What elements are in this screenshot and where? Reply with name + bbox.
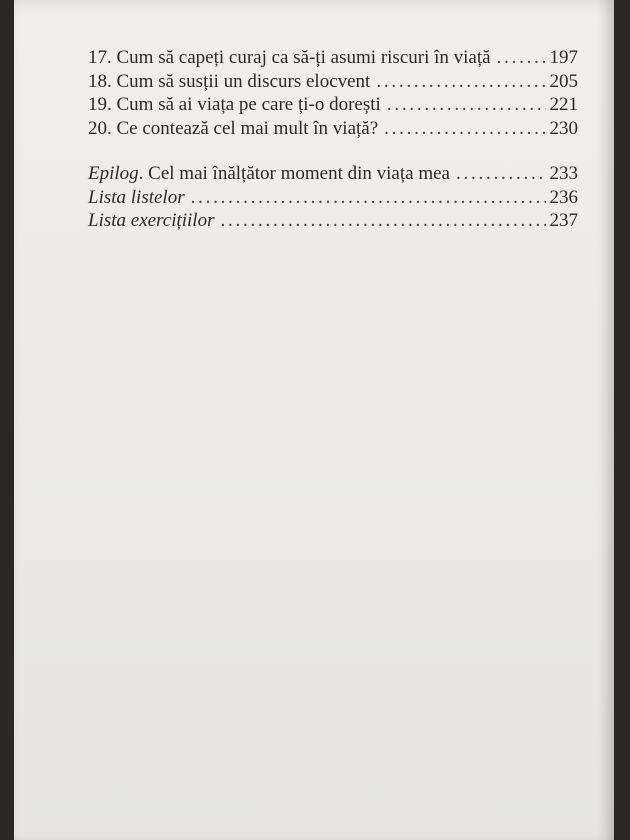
toc-entry-chapter-18	[88, 72, 578, 96]
toc-entry-page: 205	[549, 70, 578, 92]
toc-entry-page: 233	[549, 163, 578, 184]
toc-entry-page: 221	[549, 94, 578, 115]
toc-entry-number: 20.	[88, 117, 112, 139]
toc-entry-text: Lista exercițiilor	[88, 210, 215, 231]
toc-entry-number: 19.	[88, 94, 112, 115]
toc-entry-text: Cum să ai viața pe care ți-o dorești	[116, 94, 381, 115]
toc-entry-title	[88, 95, 387, 114]
toc-entry-page: 197	[549, 47, 578, 68]
toc-entry-title	[88, 48, 497, 67]
toc-entry-chapter-20	[88, 119, 578, 143]
toc-entry-title	[88, 164, 456, 183]
toc-leader-dots	[387, 95, 546, 114]
toc-entry-chapter-19	[88, 95, 578, 119]
toc-entry-text: Cum să susții un discurs elocvent	[116, 70, 371, 92]
toc-entry-list-of-lists	[88, 188, 578, 212]
toc-leader-dots	[191, 188, 546, 207]
table-of-contents	[88, 48, 578, 235]
toc-leader-dots	[497, 48, 546, 67]
page-edge-shadow	[596, 0, 614, 840]
toc-leader-dots	[220, 211, 545, 230]
toc-entry-chapter-17	[88, 48, 578, 72]
toc-entry-list-of-exercises	[88, 211, 578, 235]
toc-entry-number: 17.	[88, 47, 112, 68]
toc-epilog-label: Epilog	[88, 163, 139, 184]
toc-entry-page: 236	[549, 186, 578, 208]
toc-leader-dots	[456, 164, 546, 183]
toc-entry-epilog	[88, 164, 578, 188]
toc-section-gap	[88, 142, 578, 164]
toc-entry-title	[88, 119, 384, 138]
toc-entry-text: Ce contează cel mai mult în viață?	[116, 117, 379, 139]
toc-entry-text: Lista listelor	[88, 186, 185, 208]
toc-entry-number: 18.	[88, 70, 112, 92]
toc-entry-text: Cum să capeți curaj ca să-ți asumi riscuri în viață	[116, 47, 491, 68]
toc-leader-dots	[376, 72, 545, 91]
toc-entry-text: . Cel mai înălțător moment din viața mea	[138, 163, 450, 184]
toc-entry-title	[88, 72, 376, 91]
toc-leader-dots	[384, 119, 545, 138]
toc-entry-page: 230	[549, 117, 578, 139]
book-page	[14, 0, 614, 840]
toc-entry-page: 237	[549, 210, 578, 231]
